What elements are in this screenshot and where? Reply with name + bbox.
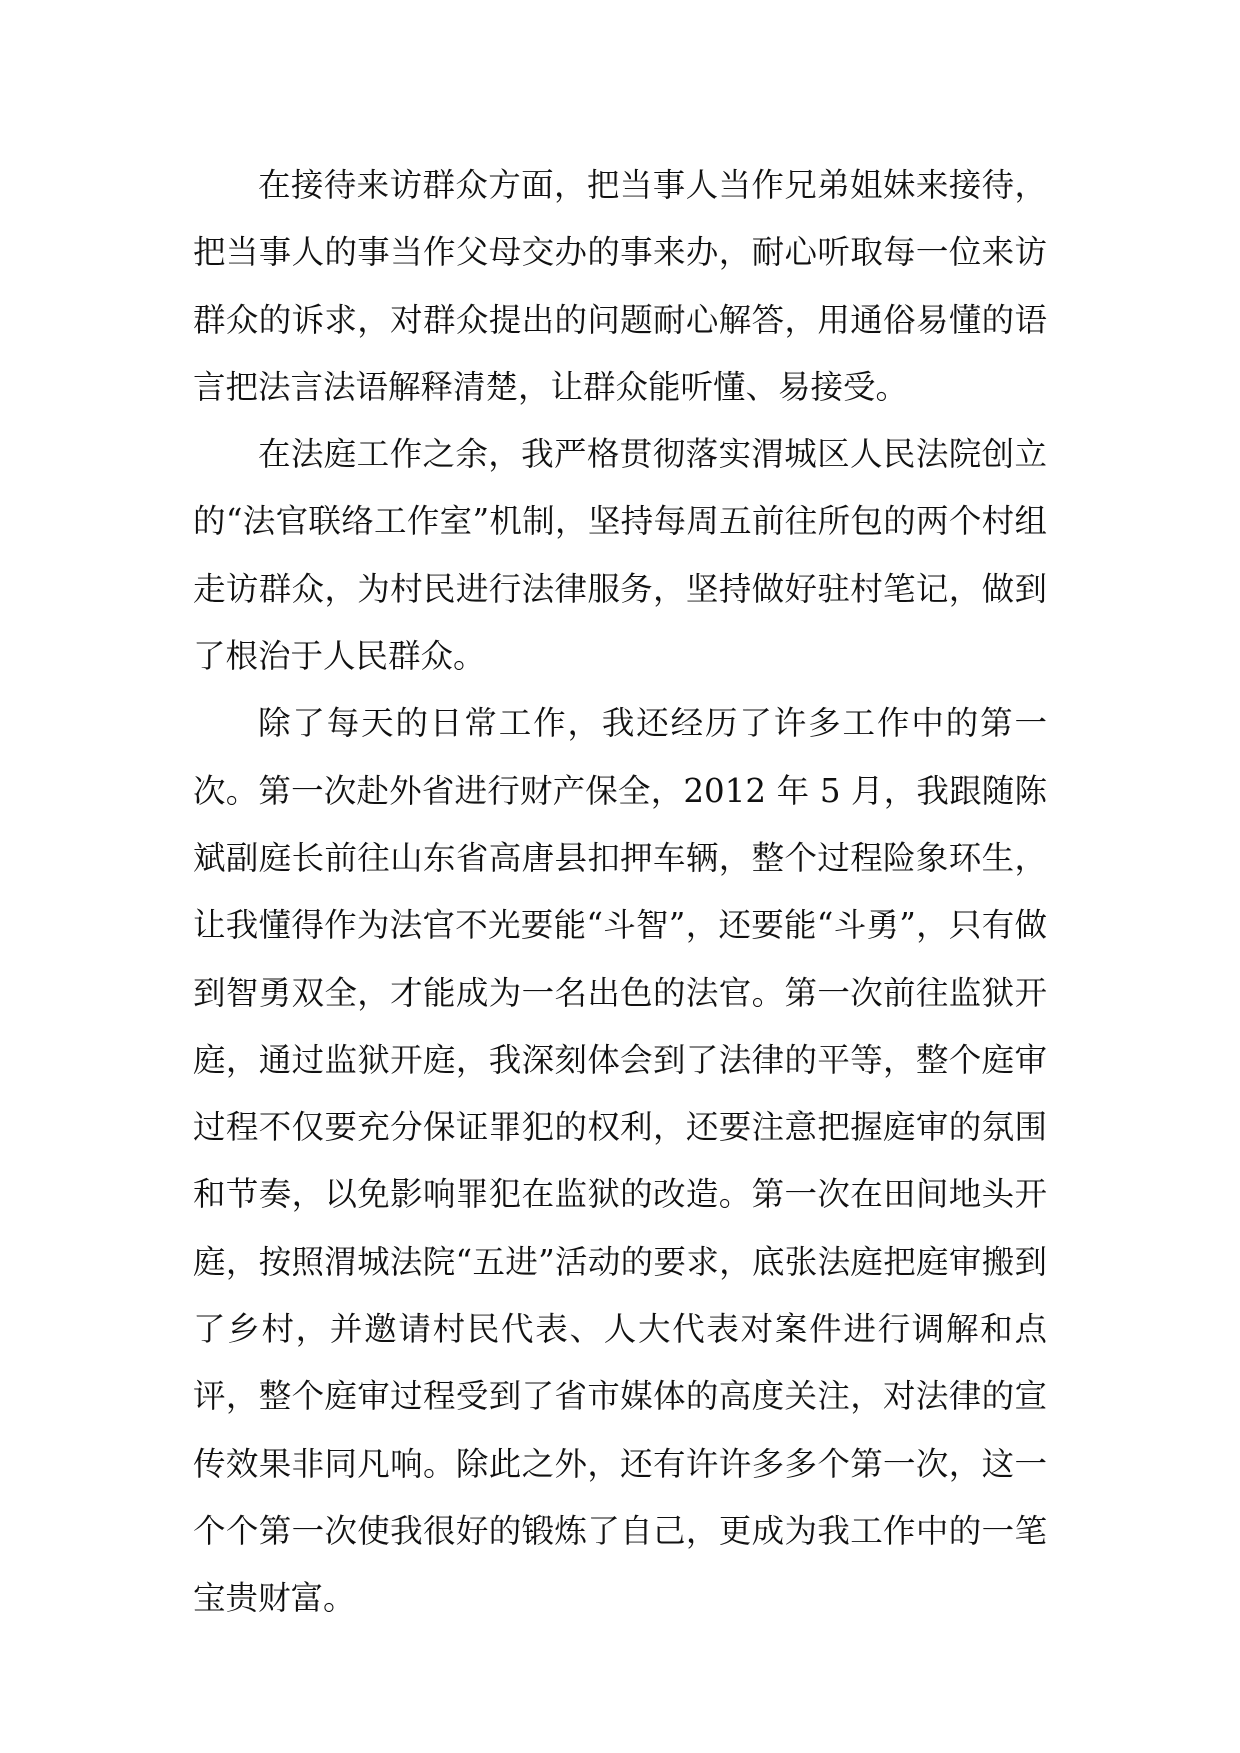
paragraph-reception: 在接待来访群众方面，把当事人当作兄弟姐妹来接待，把当事人的事当作父母交办的事来办，耐心听取每一位来访群众的诉求，对群众提出的问题耐心解答，用通俗易懂的语言把法言法语解释清楚，让群众能听懂、易接受。 — [193, 166, 1047, 406]
paragraph-first-experiences: 除了每天的日常工作，我还经历了许多工作中的第一次。第一次赴外省进行财产保全，2012 年 5 月，我跟随陈斌副庭长前往山东省高唐县扣押车辆，整个过程险象环生，让我懂得作为法官不光要能“斗智”，还要能“斗勇”，只有做到智勇双全，才能成为一名出色的法官。第一次前往监狱开庭，通过监狱开庭，我深刻体会到了法律的平等，整个庭审过程不仅要充分保证罪犯的权利，还要注意把握庭审的氛围和节奏，以免影响罪犯在监狱的改造。第一次在田间地头开庭，按照渭城法院“五进”活动的要求，底张法庭把庭审搬到了乡村，并邀请村民代表、人大代表对案件进行调解和点评，整个庭审过程受到了省市媒体的高度关注，对法律的宣传效果非同凡响。除此之外，还有许许多多个第一次，这一个个第一次使我很好的锻炼了自己，更成为我工作中的一笔宝贵财富。 — [193, 704, 1047, 1618]
document-body — [193, 152, 1047, 1633]
paragraph-liaison-office: 在法庭工作之余，我严格贯彻落实渭城区人民法院创立的“法官联络工作室”机制，坚持每周五前往所包的两个村组走访群众，为村民进行法律服务，坚持做好驻村笔记，做到了根治于人民群众。 — [193, 435, 1047, 676]
